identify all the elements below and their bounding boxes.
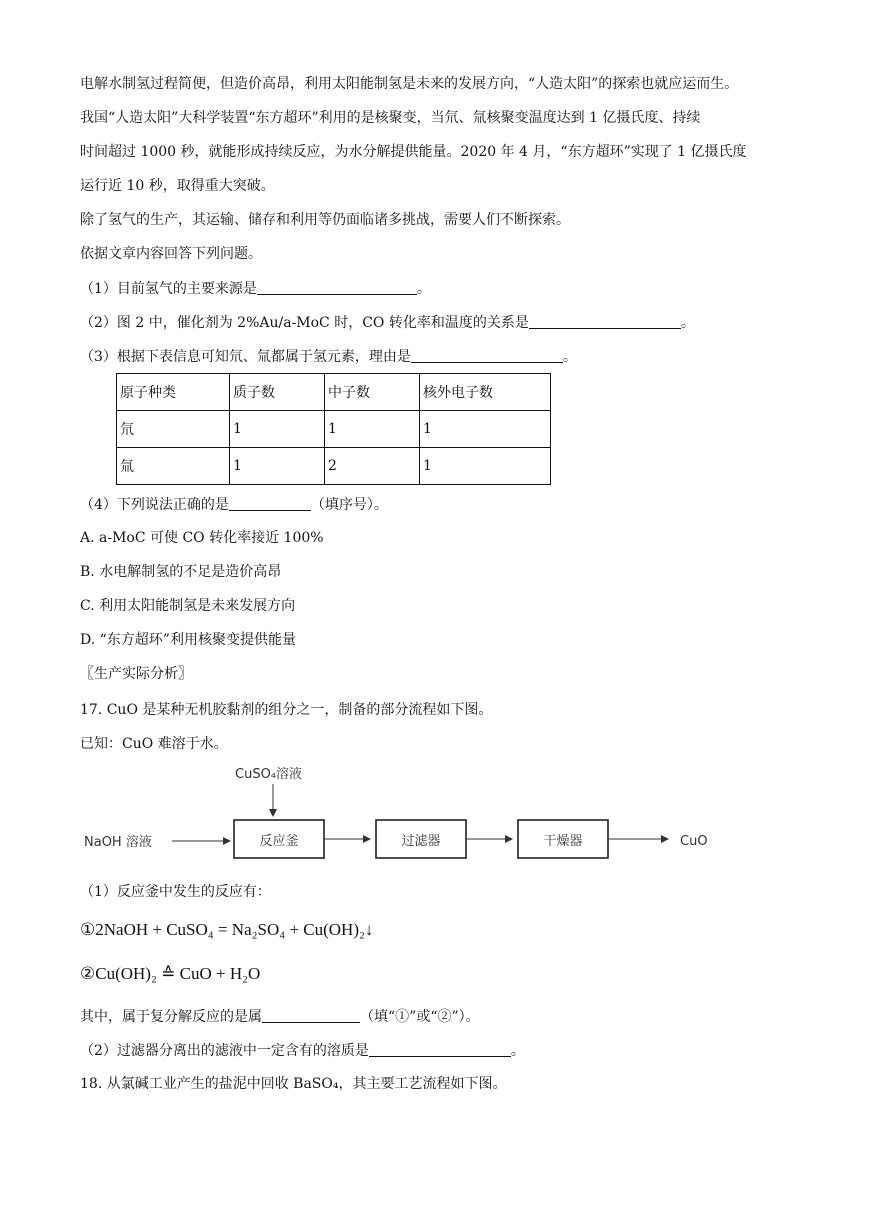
question-17-intro: 17. CuO 是某种无机胶黏剂的组分之一，制备的部分流程如下图。	[80, 702, 493, 718]
table-header: 核外电子数	[420, 374, 551, 411]
question-4: （4）下列说法正确的是 （填序号）。	[80, 494, 388, 515]
table-row	[117, 448, 551, 485]
question-2-text: （2）图 2 中，催化剂为 2%Au/a-MoC 时，CO 转化率和温度的关系是	[80, 315, 529, 331]
table-cell: 1	[420, 448, 551, 485]
question-17-known: 已知：CuO 难溶于水。	[80, 736, 228, 752]
dryer-label: 干燥器	[543, 834, 583, 849]
passage-line-1: 电解水制氢过程简便，但造价高昂，利用太阳能制氢是未来的发展方向，“人造太阳”的探索也就应运而生。	[80, 76, 739, 92]
passage-line-5: 除了氢气的生产，其运输、储存和利用等仍面临诸多挑战，需要人们不断探索。	[80, 212, 570, 228]
table-header: 质子数	[230, 374, 325, 411]
table-cell: 1	[230, 448, 325, 485]
table-header: 中子数	[325, 374, 420, 411]
table-header-row	[117, 374, 551, 411]
question-17-sub1: （1）反应釜中发生的反应有：	[80, 884, 271, 900]
cuso4-input-label: CuSO₄溶液	[235, 767, 303, 782]
table-cell: 1	[230, 411, 325, 448]
option-b: B. 水电解制氢的不足是造价高昂	[80, 564, 282, 580]
table-cell: 氚	[117, 448, 230, 485]
table-cell: 1	[325, 411, 420, 448]
table-row	[117, 411, 551, 448]
section-header: 〖生产实际分析〗	[80, 666, 192, 682]
option-a: A. a-MoC 可使 CO 转化率接近 100%	[80, 530, 324, 546]
answer-blank-1[interactable]	[257, 278, 417, 295]
question-3: （3）根据下表信息可知氘、氚都属于氢元素，理由是 。	[80, 346, 577, 367]
question-1: （1）目前氢气的主要来源是 。	[80, 278, 431, 299]
naoh-input-label: NaOH 溶液	[84, 835, 152, 850]
table-header: 原子种类	[117, 374, 230, 411]
passage-line-3: 时间超过 1000 秒，就能形成持续反应，为水分解提供能量。2020 年 4 月，“东方超环”实现了 1 亿摄氏度	[80, 144, 747, 160]
answer-blank-17-2[interactable]	[369, 1040, 511, 1057]
equation-1: ①2NaOH + CuSO₄ = Na₂SO₄ + Cu(OH)₂↓	[80, 920, 374, 939]
answer-blank-4[interactable]	[229, 494, 311, 511]
question-17-sub1-question: 其中，属于复分解反应的是属 （填“①”或“②”）。	[80, 1006, 480, 1027]
atom-table	[116, 373, 551, 485]
question-1-text: （1）目前氢气的主要来源是	[80, 281, 257, 297]
question-3-text: （3）根据下表信息可知氘、氚都属于氢元素，理由是	[80, 349, 411, 365]
question-18: 18. 从氯碱工业产生的盐泥中回收 BaSO₄，其主要工艺流程如下图。	[80, 1076, 507, 1092]
answer-blank-2[interactable]	[529, 312, 681, 329]
filter-label: 过滤器	[401, 834, 441, 849]
table-cell: 1	[420, 411, 551, 448]
answer-blank-3[interactable]	[411, 346, 563, 363]
question-4-text: （4）下列说法正确的是	[80, 497, 229, 513]
cuo-output-label: CuO	[680, 834, 708, 849]
reactor-label: 反应釜	[259, 834, 299, 849]
passage-line-6: 依据文章内容回答下列问题。	[80, 246, 262, 262]
equation-2: ②Cu(OH)₂ ≙ CuO + H₂O	[80, 964, 261, 983]
question-17-sub2: （2）过滤器分离出的滤液中一定含有的溶质是 。	[80, 1040, 525, 1061]
option-d: D. “东方超环”利用核聚变提供能量	[80, 632, 296, 648]
process-flow-diagram	[80, 760, 720, 870]
table-cell: 氘	[117, 411, 230, 448]
table-cell: 2	[325, 448, 420, 485]
question-2: （2）图 2 中，催化剂为 2%Au/a-MoC 时，CO 转化率和温度的关系是 。	[80, 312, 695, 333]
answer-blank-17-1[interactable]	[262, 1006, 360, 1023]
passage-line-4: 运行近 10 秒，取得重大突破。	[80, 178, 275, 194]
option-c: C. 利用太阳能制氢是未来发展方向	[80, 598, 296, 614]
passage-line-2: 我国“人造太阳”大科学装置“东方超环”利用的是核聚变，当氘、氚核聚变温度达到 1 亿摄氏度、持续	[80, 110, 701, 126]
